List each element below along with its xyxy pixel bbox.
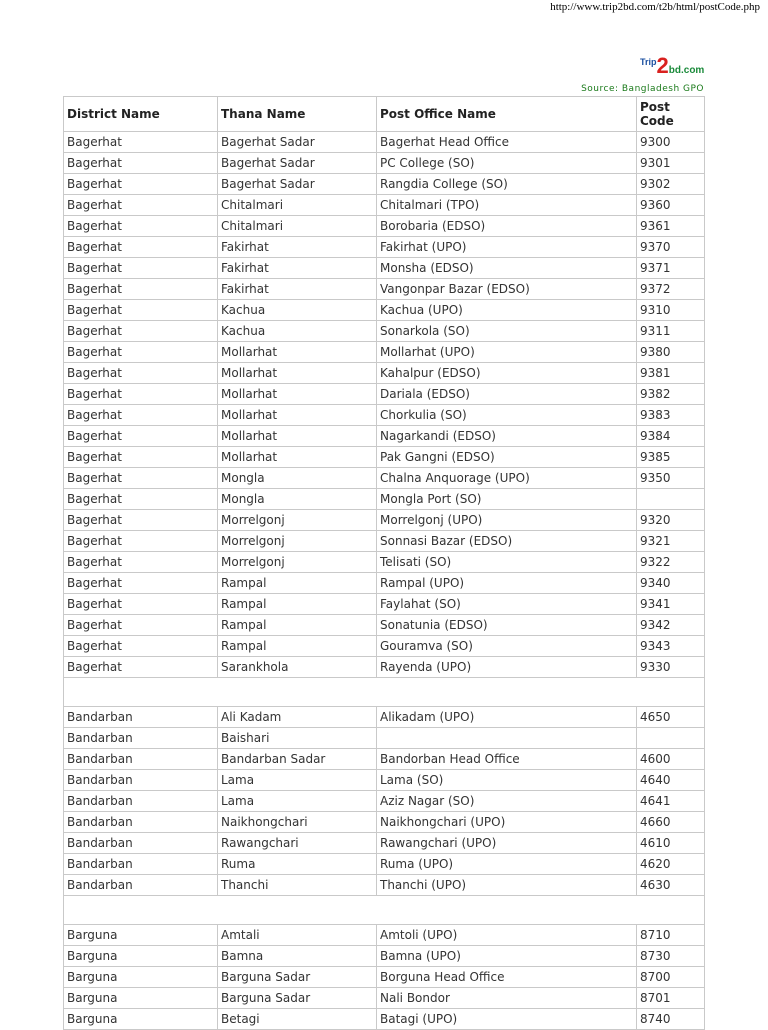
post-office-cell: Sonnasi Bazar (EDSO): [377, 531, 637, 552]
table-row: [64, 594, 705, 615]
post-code-cell: 8730: [637, 946, 705, 967]
table-row: [64, 573, 705, 594]
district-cell: Bagerhat: [64, 153, 218, 174]
post-code-cell: 9370: [637, 237, 705, 258]
table-spacer-row: [64, 678, 705, 707]
table-row: [64, 426, 705, 447]
district-cell: Bagerhat: [64, 426, 218, 447]
logo-two-text: 2: [656, 53, 669, 78]
post-office-cell: Nali Bondor: [377, 988, 637, 1009]
post-code-cell: 4650: [637, 707, 705, 728]
post-code-cell: 9340: [637, 573, 705, 594]
thana-cell: Fakirhat: [218, 258, 377, 279]
district-cell: Bagerhat: [64, 510, 218, 531]
header-post-code-line2: Code: [640, 114, 674, 128]
thana-cell: Baishari: [218, 728, 377, 749]
district-cell: Bagerhat: [64, 552, 218, 573]
spacer-cell: [64, 896, 705, 925]
district-cell: Bandarban: [64, 833, 218, 854]
post-code-cell: 4610: [637, 833, 705, 854]
district-cell: Barguna: [64, 988, 218, 1009]
district-cell: Bagerhat: [64, 489, 218, 510]
source-note: Source: Bangladesh GPO: [581, 84, 704, 94]
thana-cell: Betagi: [218, 1009, 377, 1030]
post-code-table: [63, 96, 705, 1030]
district-cell: Barguna: [64, 967, 218, 988]
post-office-cell: Vangonpar Bazar (EDSO): [377, 279, 637, 300]
thana-cell: Rampal: [218, 636, 377, 657]
table-row: [64, 770, 705, 791]
post-code-cell: 9311: [637, 321, 705, 342]
post-code-cell: 9350: [637, 468, 705, 489]
table-row: [64, 707, 705, 728]
table-row: [64, 946, 705, 967]
thana-cell: Rampal: [218, 573, 377, 594]
header-post-code: [637, 97, 705, 132]
district-cell: Bagerhat: [64, 258, 218, 279]
thana-cell: Lama: [218, 770, 377, 791]
table-row: [64, 258, 705, 279]
post-office-cell: Sonarkola (SO): [377, 321, 637, 342]
post-office-cell: Bamna (UPO): [377, 946, 637, 967]
district-cell: Bagerhat: [64, 237, 218, 258]
district-cell: Bagerhat: [64, 636, 218, 657]
thana-cell: Bamna: [218, 946, 377, 967]
post-code-cell: 4620: [637, 854, 705, 875]
post-code-cell: 9360: [637, 195, 705, 216]
thana-cell: Rampal: [218, 615, 377, 636]
table-row: [64, 342, 705, 363]
table-row: [64, 195, 705, 216]
thana-cell: Mollarhat: [218, 363, 377, 384]
district-cell: Bagerhat: [64, 300, 218, 321]
district-cell: Bagerhat: [64, 363, 218, 384]
post-office-cell: Alikadam (UPO): [377, 707, 637, 728]
thana-cell: Chitalmari: [218, 216, 377, 237]
post-code-cell: 9341: [637, 594, 705, 615]
district-cell: Bandarban: [64, 854, 218, 875]
district-cell: Bandarban: [64, 770, 218, 791]
post-office-cell: Aziz Nagar (SO): [377, 791, 637, 812]
thana-cell: Kachua: [218, 321, 377, 342]
table-row: [64, 405, 705, 426]
thana-cell: Amtali: [218, 925, 377, 946]
district-cell: Bagerhat: [64, 384, 218, 405]
post-code-cell: 4641: [637, 791, 705, 812]
post-office-cell: [377, 728, 637, 749]
thana-cell: Rampal: [218, 594, 377, 615]
post-code-cell: 4640: [637, 770, 705, 791]
district-cell: Bagerhat: [64, 615, 218, 636]
table-row: [64, 728, 705, 749]
post-office-cell: Rawangchari (UPO): [377, 833, 637, 854]
district-cell: Bagerhat: [64, 447, 218, 468]
district-cell: Bandarban: [64, 875, 218, 896]
post-office-cell: Monsha (EDSO): [377, 258, 637, 279]
post-office-cell: Morrelgonj (UPO): [377, 510, 637, 531]
logo-trip-text: Trip: [640, 57, 657, 67]
post-code-cell: 9361: [637, 216, 705, 237]
district-cell: Bagerhat: [64, 174, 218, 195]
table-spacer-row: [64, 896, 705, 925]
post-code-cell: 9371: [637, 258, 705, 279]
table-row: [64, 636, 705, 657]
district-cell: Bagerhat: [64, 405, 218, 426]
thana-cell: Thanchi: [218, 875, 377, 896]
trip2bd-logo: [640, 53, 705, 80]
post-code-cell: 9380: [637, 342, 705, 363]
post-office-cell: Ruma (UPO): [377, 854, 637, 875]
district-cell: Bagerhat: [64, 279, 218, 300]
thana-cell: Mongla: [218, 468, 377, 489]
district-cell: Bagerhat: [64, 342, 218, 363]
header-post-code-line1: Post: [640, 100, 670, 114]
post-office-cell: Dariala (EDSO): [377, 384, 637, 405]
district-cell: Bandarban: [64, 728, 218, 749]
table-row: [64, 510, 705, 531]
table-row: [64, 174, 705, 195]
post-office-cell: Fakirhat (UPO): [377, 237, 637, 258]
post-office-cell: Kahalpur (EDSO): [377, 363, 637, 384]
thana-cell: Mongla: [218, 489, 377, 510]
post-code-cell: 9372: [637, 279, 705, 300]
post-code-cell: 9343: [637, 636, 705, 657]
post-office-cell: Chorkulia (SO): [377, 405, 637, 426]
thana-cell: Bagerhat Sadar: [218, 174, 377, 195]
district-cell: Barguna: [64, 1009, 218, 1030]
table-row: [64, 988, 705, 1009]
post-office-cell: Sonatunia (EDSO): [377, 615, 637, 636]
post-code-cell: 9310: [637, 300, 705, 321]
post-code-cell: 9385: [637, 447, 705, 468]
post-code-cell: 9342: [637, 615, 705, 636]
table-row: [64, 132, 705, 153]
post-code-cell: [637, 489, 705, 510]
post-office-cell: Rangdia College (SO): [377, 174, 637, 195]
table-row: [64, 875, 705, 896]
district-cell: Bandarban: [64, 707, 218, 728]
table-row: [64, 615, 705, 636]
post-code-cell: 9330: [637, 657, 705, 678]
post-code-cell: 8700: [637, 967, 705, 988]
thana-cell: Ali Kadam: [218, 707, 377, 728]
thana-cell: Ruma: [218, 854, 377, 875]
district-cell: Bandarban: [64, 812, 218, 833]
table-row: [64, 854, 705, 875]
table-row: [64, 216, 705, 237]
post-code-cell: 4630: [637, 875, 705, 896]
post-office-cell: Chitalmari (TPO): [377, 195, 637, 216]
post-code-cell: 9383: [637, 405, 705, 426]
thana-cell: Mollarhat: [218, 405, 377, 426]
district-cell: Barguna: [64, 946, 218, 967]
thana-cell: Mollarhat: [218, 447, 377, 468]
thana-cell: Mollarhat: [218, 342, 377, 363]
table-row: [64, 363, 705, 384]
thana-cell: Barguna Sadar: [218, 988, 377, 1009]
post-code-cell: 8701: [637, 988, 705, 1009]
table-row: [64, 925, 705, 946]
page-url: http://www.trip2bd.com/t2b/html/postCode.php: [550, 1, 760, 13]
post-code-cell: 9321: [637, 531, 705, 552]
thana-cell: Mollarhat: [218, 426, 377, 447]
post-office-cell: Lama (SO): [377, 770, 637, 791]
district-cell: Bagerhat: [64, 216, 218, 237]
post-office-cell: Amtoli (UPO): [377, 925, 637, 946]
table-row: [64, 657, 705, 678]
post-code-cell: 9300: [637, 132, 705, 153]
table-row: [64, 279, 705, 300]
district-cell: Bagerhat: [64, 321, 218, 342]
district-cell: Bagerhat: [64, 468, 218, 489]
thana-cell: Bagerhat Sadar: [218, 153, 377, 174]
post-code-cell: 9384: [637, 426, 705, 447]
table-row: [64, 833, 705, 854]
post-code-cell: 9381: [637, 363, 705, 384]
table-row: [64, 552, 705, 573]
table-row: [64, 321, 705, 342]
district-cell: Bagerhat: [64, 132, 218, 153]
district-cell: Bandarban: [64, 749, 218, 770]
table-row: [64, 1009, 705, 1030]
thana-cell: Sarankhola: [218, 657, 377, 678]
table-row: [64, 791, 705, 812]
post-office-cell: Rampal (UPO): [377, 573, 637, 594]
post-office-cell: Chalna Anquorage (UPO): [377, 468, 637, 489]
post-office-cell: Gouramva (SO): [377, 636, 637, 657]
thana-cell: Bandarban Sadar: [218, 749, 377, 770]
post-office-cell: Telisati (SO): [377, 552, 637, 573]
post-office-cell: PC College (SO): [377, 153, 637, 174]
district-cell: Bagerhat: [64, 195, 218, 216]
post-code-cell: 9301: [637, 153, 705, 174]
post-office-cell: Batagi (UPO): [377, 1009, 637, 1030]
post-office-cell: Borobaria (EDSO): [377, 216, 637, 237]
post-code-cell: 9322: [637, 552, 705, 573]
header-district: District Name: [64, 97, 218, 132]
table-row: [64, 531, 705, 552]
post-office-cell: Kachua (UPO): [377, 300, 637, 321]
post-code-cell: 4600: [637, 749, 705, 770]
thana-cell: Barguna Sadar: [218, 967, 377, 988]
table-row: [64, 967, 705, 988]
thana-cell: Bagerhat Sadar: [218, 132, 377, 153]
post-office-cell: Faylahat (SO): [377, 594, 637, 615]
thana-cell: Fakirhat: [218, 237, 377, 258]
thana-cell: Morrelgonj: [218, 552, 377, 573]
post-office-cell: Pak Gangni (EDSO): [377, 447, 637, 468]
post-code-cell: [637, 728, 705, 749]
district-cell: Bagerhat: [64, 573, 218, 594]
logo-bd-text: bd.com: [668, 65, 705, 76]
post-office-cell: Nagarkandi (EDSO): [377, 426, 637, 447]
thana-cell: Morrelgonj: [218, 531, 377, 552]
table-row: [64, 812, 705, 833]
post-code-cell: 4660: [637, 812, 705, 833]
table-row: [64, 300, 705, 321]
post-code-cell: 9320: [637, 510, 705, 531]
table-row: [64, 749, 705, 770]
thana-cell: Naikhongchari: [218, 812, 377, 833]
district-cell: Barguna: [64, 925, 218, 946]
table-row: [64, 489, 705, 510]
table-row: [64, 384, 705, 405]
thana-cell: Rawangchari: [218, 833, 377, 854]
post-code-cell: 9302: [637, 174, 705, 195]
post-office-cell: Bandorban Head Office: [377, 749, 637, 770]
post-code-cell: 8710: [637, 925, 705, 946]
post-office-cell: Mongla Port (SO): [377, 489, 637, 510]
thana-cell: Mollarhat: [218, 384, 377, 405]
post-office-cell: Thanchi (UPO): [377, 875, 637, 896]
post-office-cell: Naikhongchari (UPO): [377, 812, 637, 833]
table-row: [64, 237, 705, 258]
district-cell: Bandarban: [64, 791, 218, 812]
post-code-cell: 9382: [637, 384, 705, 405]
header-post-office: Post Office Name: [377, 97, 637, 132]
table-header-row: [64, 97, 705, 132]
post-office-cell: Mollarhat (UPO): [377, 342, 637, 363]
table-row: [64, 153, 705, 174]
post-code-cell: 8740: [637, 1009, 705, 1030]
post-office-cell: Borguna Head Office: [377, 967, 637, 988]
spacer-cell: [64, 678, 705, 707]
thana-cell: Chitalmari: [218, 195, 377, 216]
thana-cell: Lama: [218, 791, 377, 812]
post-office-cell: Bagerhat Head Office: [377, 132, 637, 153]
table-body: [64, 132, 705, 1030]
table-row: [64, 468, 705, 489]
header-thana: Thana Name: [218, 97, 377, 132]
district-cell: Bagerhat: [64, 657, 218, 678]
thana-cell: Morrelgonj: [218, 510, 377, 531]
thana-cell: Kachua: [218, 300, 377, 321]
table-row: [64, 447, 705, 468]
district-cell: Bagerhat: [64, 594, 218, 615]
post-office-cell: Rayenda (UPO): [377, 657, 637, 678]
district-cell: Bagerhat: [64, 531, 218, 552]
thana-cell: Fakirhat: [218, 279, 377, 300]
